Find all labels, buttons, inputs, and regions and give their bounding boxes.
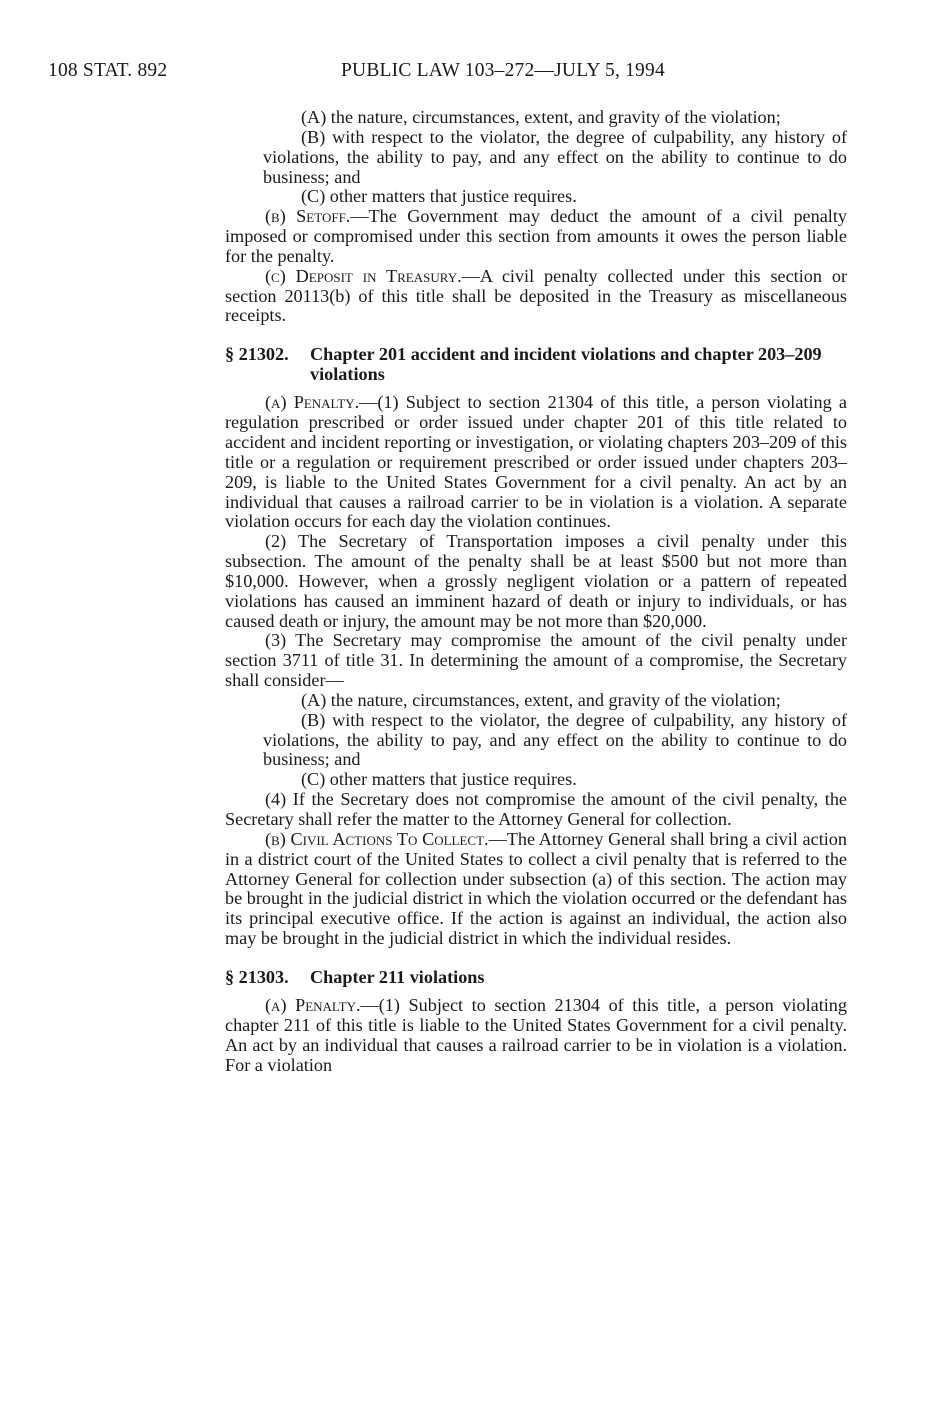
paragraph-4: (4) If the Secretary does not compromise the amount of the civil penalty, the Secretary shall refer the matter to the Attorney General for collection. <box>225 789 847 829</box>
page-header <box>48 60 748 86</box>
paragraph-3-B: (B) with respect to the violator, the degree of culpability, any history of violations, the ability to pay, and any effect on the ability to continue to do business; and <box>263 709 847 770</box>
penalty-text: —(1) Subject to section 21304 of this title, a person violating a regulation prescribed or order issued under chapter 201 of this title related to accident and incident reporting or investigation, or violating chapters 203–209 of this title or a regulation or requirement prescribed or order issued under chapters 203–209, is liable to the United States Government for a civil penalty. An act by an individual that causes a railroad carrier to be in violation is a violation. A separate violation occurs for each day the violation continues. <box>225 392 847 532</box>
public-law-title: PUBLIC LAW 103–272—JULY 5, 1994 <box>341 60 665 81</box>
subsection-setoff <box>225 207 847 267</box>
section-title-21302: Chapter 201 accident and incident violations and chapter 203–209 violations <box>310 344 822 384</box>
section-title-21303: Chapter 211 violations <box>310 966 485 987</box>
paragraph-3-A: (A) the nature, circumstances, extent, and gravity of the violation; <box>301 689 781 710</box>
paragraph-other-matters: (C) other matters that justice requires. <box>301 186 577 207</box>
section-heading-21303 <box>225 968 847 988</box>
civil-actions-label: (b) Civil Actions To Collect. <box>265 828 489 849</box>
paragraph-2: (2) The Secretary of Transportation imposes a civil penalty under this subsection. The amount of the penalty shall be at least $500 but not more than $10,000. However, when a grossly negligent violation or a pattern of repeated violations has caused an imminent hazard of death or injury to individuals, or has caused death or injury, the amount may be not more than $20,000. <box>225 531 847 631</box>
deposit-label: (c) Deposit in Treasury. <box>265 265 462 286</box>
penalty-text-21303: —(1) Subject to section 21304 of this title, a person violating chapter 211 of this title is liable to the United States Government for a civil penalty. An act by an individual that causes a railroad carrier to be in violation is a violation. For a violation <box>225 995 847 1075</box>
penalty-label-21303: (a) Penalty. <box>265 995 361 1016</box>
section-heading-21302 <box>225 345 847 384</box>
subsection-penalty-21303 <box>225 996 847 1075</box>
civil-actions-text: —The Attorney General shall bring a civil action in a district court of the United States to collect a civil penalty that is referred to the Attorney General for collection under subsection (a) of this section. The action may be brought in the judicial district in which the violation occurred or the defendant has its principal executive office. If the action is against an individual, the action also may be brought in the judicial district in which the individual resides. <box>225 828 847 949</box>
paragraph-3-C: (C) other matters that justice requires. <box>301 769 577 790</box>
deposit-text: —A civil penalty collected under this section or section 20113(b) of this title shall be deposited in the Treasury as miscellaneous receipts. <box>225 265 847 326</box>
section-number-21303: § 21303. <box>225 966 289 987</box>
statute-body <box>225 108 847 1076</box>
setoff-text: —The Government may deduct the amount of a civil penalty imposed or compromised under this section from amounts it owes the person liable for the penalty. <box>225 206 847 266</box>
paragraph-culpability: (B) with respect to the violator, the degree of culpability, any history of violations, the ability to pay, and any effect on the ability to continue to do business; and <box>263 126 847 187</box>
paragraph-3: (3) The Secretary may compromise the amount of the civil penalty under section 3711 of title 31. In determining the amount of a compromise, the Secretary shall consider— <box>225 630 847 691</box>
paragraph-nature: (A) the nature, circumstances, extent, and gravity of the violation; <box>301 107 781 127</box>
stat-page-number: 108 STAT. 892 <box>48 60 168 81</box>
penalty-label: (a) Penalty. <box>265 392 360 413</box>
subsection-deposit <box>225 267 847 327</box>
subsection-penalty-1 <box>225 393 847 532</box>
setoff-label: (b) Setoff. <box>265 206 351 227</box>
section-number-21302: § 21302. <box>225 344 289 365</box>
subsection-civil-actions <box>225 830 847 949</box>
